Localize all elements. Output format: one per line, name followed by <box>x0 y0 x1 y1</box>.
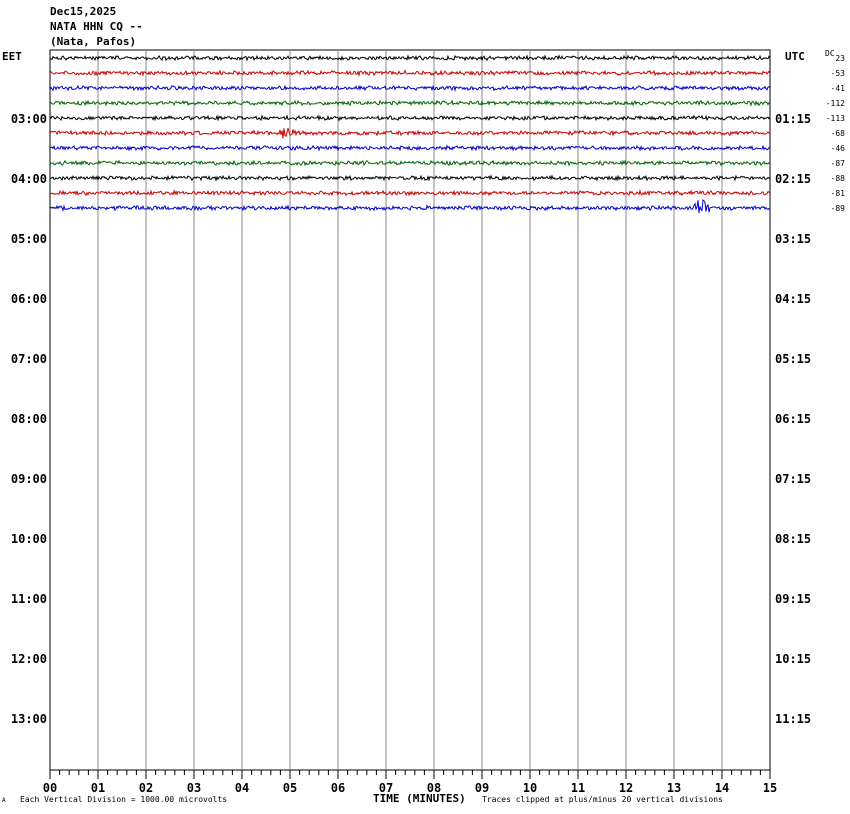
left-hour-label: 12:00 <box>10 652 47 666</box>
location-title: (Nata, Pafos) <box>50 35 137 48</box>
x-tick-label: 13 <box>666 781 682 795</box>
x-tick-label: 06 <box>330 781 346 795</box>
x-tick-label: 11 <box>570 781 586 795</box>
trace-dc-label: -89 <box>830 204 845 213</box>
right-hour-label: 01:15 <box>775 112 812 126</box>
right-hour-label: 06:15 <box>775 412 812 426</box>
x-tick-label: 01 <box>90 781 106 795</box>
trace-line <box>50 176 770 180</box>
right-hour-label: 02:15 <box>775 172 812 186</box>
x-tick-label: 09 <box>474 781 490 795</box>
left-hour-label: 09:00 <box>10 472 47 486</box>
right-hour-label: 03:15 <box>775 232 812 246</box>
left-timezone-label: EET <box>2 50 22 63</box>
trace-dc-label: 23 <box>835 54 845 63</box>
right-hour-label: 10:15 <box>775 652 812 666</box>
left-hour-label: 13:00 <box>10 712 47 726</box>
trace-line <box>50 200 770 213</box>
trace-dc-label: -88 <box>830 174 845 183</box>
x-tick-label: 10 <box>522 781 538 795</box>
trace-dc-label: -41 <box>830 84 845 93</box>
right-hour-label: 07:15 <box>775 472 812 486</box>
trace-dc-label: -46 <box>830 144 845 153</box>
right-hour-label: 08:15 <box>775 532 812 546</box>
right-hour-label: 11:15 <box>775 712 812 726</box>
dc-header-label: DC <box>825 49 835 58</box>
trace-line <box>50 56 770 60</box>
right-hour-label: 09:15 <box>775 592 812 606</box>
trace-line <box>50 128 770 138</box>
corner-mark: A <box>2 797 6 804</box>
left-hour-label: 06:00 <box>10 292 47 306</box>
x-tick-label: 00 <box>42 781 58 795</box>
trace-line <box>50 146 770 150</box>
trace-dc-label: -81 <box>830 189 845 198</box>
station-title: NATA HHN CQ -- <box>50 20 143 33</box>
x-tick-label: 12 <box>618 781 634 795</box>
right-timezone-label: UTC <box>785 50 805 63</box>
x-tick-label: 08 <box>426 781 442 795</box>
x-tick-label: 04 <box>234 781 250 795</box>
x-tick-label: 03 <box>186 781 202 795</box>
trace-dc-label: -112 <box>825 99 845 108</box>
left-hour-label: 03:00 <box>10 112 47 126</box>
trace-dc-label: -53 <box>830 69 845 78</box>
trace-dc-label: -87 <box>830 159 845 168</box>
left-hour-label: 10:00 <box>10 532 47 546</box>
clip-note: Traces clipped at plus/minus 20 vertical divisions <box>482 795 723 804</box>
scale-note: Each Vertical Division = 1000.00 microvolts <box>20 795 228 804</box>
x-tick-label: 02 <box>138 781 154 795</box>
trace-dc-label: -68 <box>830 129 845 138</box>
right-hour-label: 04:15 <box>775 292 812 306</box>
trace-dc-label: -113 <box>825 114 845 123</box>
trace-line <box>50 116 770 120</box>
trace-line <box>50 161 770 165</box>
trace-line <box>50 101 770 105</box>
plot-frame <box>50 50 770 770</box>
x-tick-label: 07 <box>378 781 394 795</box>
left-hour-label: 04:00 <box>10 172 47 186</box>
left-hour-label: 08:00 <box>10 412 47 426</box>
x-tick-label: 14 <box>714 781 730 795</box>
x-tick-label: 15 <box>762 781 778 795</box>
x-axis-title: TIME (MINUTES) <box>373 792 466 805</box>
trace-line <box>50 71 770 75</box>
trace-line <box>50 86 770 90</box>
left-hour-label: 11:00 <box>10 592 47 606</box>
x-tick-label: 05 <box>282 781 298 795</box>
trace-line <box>50 191 770 195</box>
left-hour-label: 07:00 <box>10 352 47 366</box>
left-hour-label: 05:00 <box>10 232 47 246</box>
right-hour-label: 05:15 <box>775 352 812 366</box>
date-title: Dec15,2025 <box>50 5 117 18</box>
